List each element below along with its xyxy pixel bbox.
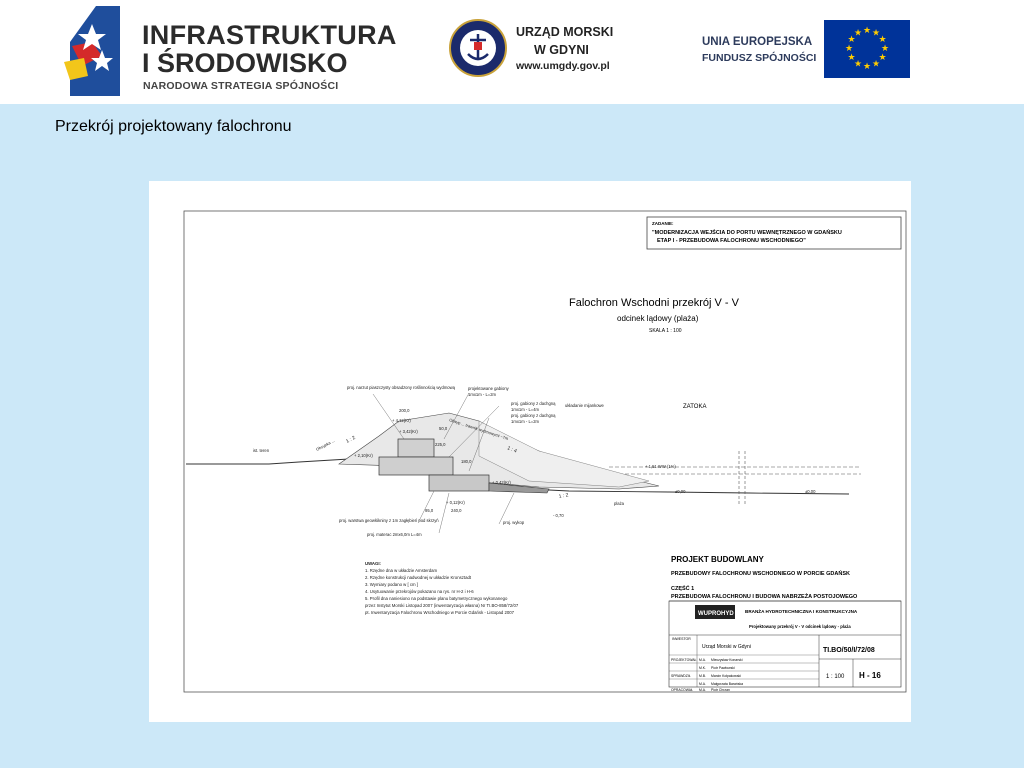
note-4: 4. Usytuowanie przekrojów pokazano na rys. nr H-2 i H-6 <box>365 589 474 594</box>
label-gab3: proj. gabiony z dachgną <box>511 413 556 418</box>
tb-title-2: M.K. <box>699 666 706 670</box>
svg-text:★: ★ <box>871 59 881 70</box>
label-dim6: 240,0 <box>451 508 462 513</box>
section-subtitle: odcinek lądowy (plaża) <box>617 314 699 323</box>
urzad-morski-emblem-icon <box>448 18 508 78</box>
logo-ue-line1: UNIA EUROPEJSKA <box>702 36 813 48</box>
note-5: 5. Profil dna naniesiono na podstawie planu batymetrycznego wykonanego <box>365 596 508 601</box>
tb-part-sub: PRZEBUDOWA FALOCHRONU I BUDOWA NABRZEŻA POSTOJOWEGO <box>671 594 858 600</box>
tb-name-2: Piotr Pawłowski <box>711 666 735 670</box>
label-elev6: - 0,70 <box>553 513 564 518</box>
note-3: 3. Wymiary podano w [ cm ] <box>365 582 418 587</box>
task-label: ZADANIE: <box>652 221 674 226</box>
tb-part: CZĘŚĆ 1 <box>671 586 695 592</box>
svg-text:★: ★ <box>871 28 881 39</box>
tb-role-1: PROJEKTOWAŁ <box>671 658 697 662</box>
title-block <box>669 555 901 692</box>
label-wykop: proj. wykop <box>503 520 525 525</box>
note-2: 2. Rzędne konstrukcji nadwodnej w układzie Kronsztadt <box>365 575 472 580</box>
logo-um-line2: W GDYNI <box>534 43 589 57</box>
tb-sheet: H - 16 <box>859 671 881 680</box>
svg-text:★: ★ <box>844 44 854 54</box>
logo-is-line3: NARODOWA STRATEGIA SPÓJNOŚCI <box>143 80 339 92</box>
svg-text:★: ★ <box>853 28 863 39</box>
tb-title-5: M.A. <box>699 688 706 692</box>
logo-infrastruktura-srodowisko <box>62 6 397 98</box>
tb-project-sub: PRZEBUDOWY FALOCHRONU WSCHODNIEGO W PORCIE GDAŃSK <box>671 571 850 577</box>
tb-title-4: M.A. <box>699 682 706 686</box>
label-mat: proj. narzut piaszczysty obsadzony roślinnością wydmową <box>347 385 455 390</box>
gabion-lower <box>429 475 489 491</box>
label-ist-teren: ist. teren <box>253 448 270 453</box>
label-elev7: ±0,00 <box>675 489 686 494</box>
tb-name-3: Marcin Kołpakowski <box>711 674 741 678</box>
label-geotex: proj. warstwa geowłókniny z 1m zagłębień pod skrzyń <box>339 518 439 523</box>
tb-scale: 1 : 100 <box>826 674 845 680</box>
logo-unia-europejska <box>700 20 912 80</box>
label-wwl: + 1,51 WW (1%) <box>645 464 676 469</box>
logo-is-line2: I ŚRODOWISKO <box>142 48 348 78</box>
label-obsyp1: Obsypka ... <box>315 437 336 452</box>
logo-is-line1: INFRASTRUKTURA <box>142 20 397 50</box>
logo-um-line1: URZĄD MORSKI <box>516 25 614 39</box>
label-slope2: 1 : 4 <box>506 445 518 455</box>
tb-name-5: Piotr Chrzan <box>711 688 730 692</box>
note-7: pt. Inwentaryzacja Falochronu Wschodniego w Porcie Gdańsk - Listopad 2007 <box>365 610 515 615</box>
tb-drawing-title: Projektowany przekrój V - V odcinek lądowy - plaża <box>749 624 851 629</box>
svg-text:★: ★ <box>853 59 863 70</box>
tb-role-5: OPRACOWAŁ <box>671 688 693 692</box>
svg-text:★: ★ <box>880 44 890 54</box>
label-gab3b: 1mx1m - L=2m <box>511 419 540 424</box>
section-title: Falochron Wschodni przekrój V - V <box>569 297 739 309</box>
task-line1: "MODERNIZACJA WEJŚCIA DO PORTU WEWNĘTRZNEGO W GDAŃSKU <box>652 230 842 236</box>
tb-investor: Urząd Morski w Gdyni <box>702 644 751 650</box>
tb-name-4: Małgorzata Barańska <box>711 682 744 686</box>
label-elev5: + 0,12(Kr) <box>446 500 465 505</box>
notes-title: UWAGI: <box>365 561 381 566</box>
tb-investor-label: INWESTOR <box>672 637 691 641</box>
label-elev2: + 3,42(Kr) <box>399 429 418 434</box>
tb-project: PROJEKT BUDOWLANY <box>671 555 764 564</box>
svg-text:★: ★ <box>847 35 856 45</box>
label-gab2b: 1mx1m - L=4m <box>511 407 540 412</box>
label-elev1: + 4,12(Kr) <box>392 418 411 423</box>
label-gab2: proj. gabiony z dachgną <box>511 401 556 406</box>
label-slope1: 1 : 2 <box>345 434 357 445</box>
gabion-middle <box>379 457 453 475</box>
label-slope3: 1 : 2 <box>558 492 569 500</box>
tb-title-1: M.A. <box>699 658 706 662</box>
tb-role-3: SPRAWDZIŁ <box>671 674 691 678</box>
tb-title-3: M.B. <box>699 674 706 678</box>
logo-ue-line2: FUNDUSZ SPÓJNOŚCI <box>702 52 817 64</box>
label-elev8: ±0,00 <box>805 489 816 494</box>
eu-flag-icon <box>824 20 910 78</box>
task-line2: ETAP I - PRZEBUDOWA FALOCHRONU WSCHODNIEGO" <box>657 238 806 244</box>
label-dim2: 50,0 <box>439 426 448 431</box>
tb-company: WUPROHYD <box>698 611 734 617</box>
page-title: Przekrój projektowany falochronu <box>55 118 292 135</box>
svg-text:★: ★ <box>862 62 872 72</box>
svg-text:★: ★ <box>878 53 887 63</box>
label-elev4: + 0,42(Kr) <box>492 480 511 485</box>
tb-name-1: Mieczysław Konarski <box>711 658 743 662</box>
technical-drawing-sheet <box>149 181 911 722</box>
gabion-upper <box>398 439 434 457</box>
logo-um-url: www.umgdy.gov.pl <box>516 60 610 72</box>
header-logo-band <box>0 0 1024 104</box>
note-1: 1. Rzędne dna w układzie Amsterdam <box>365 568 438 573</box>
label-elev3: + 2,10(Kr) <box>354 453 373 458</box>
label-dim1: 200,0 <box>399 408 410 413</box>
logo-urzad-morski <box>448 18 628 82</box>
tb-branch: BRANŻA HYDROTECHNICZNA I KONSTRUKCYJNA <box>745 609 858 614</box>
svg-text:★: ★ <box>847 53 856 63</box>
tb-number: TI.BO/50/I/72/08 <box>823 647 875 654</box>
label-dim3: 225,0 <box>435 442 446 447</box>
svg-text:★: ★ <box>878 35 887 45</box>
label-gab1: projektowane gabiony <box>468 386 509 391</box>
note-6: przez Instytut Morski Listopad 2007 (inwentaryzacja własna) Nr TI.BO-858/72/07 <box>365 603 519 608</box>
infrastruktura-star-icon <box>62 6 128 96</box>
drawing-frame <box>184 211 906 692</box>
svg-text:★: ★ <box>862 26 872 36</box>
label-obsyp2: Obsyp ... trawnik wydmowymi ~7m <box>448 417 509 442</box>
zatoka-label: ZATOKA <box>683 404 707 410</box>
section-scale: SKALA 1 : 100 <box>649 328 682 334</box>
label-materac: proj. materac 2mx6,0m L=4m <box>367 532 422 537</box>
label-gab1b: 1mx1m - L=2m <box>468 392 497 397</box>
label-dim4: 180,0 <box>461 459 472 464</box>
label-uklad: układanie mijankowe <box>565 403 604 408</box>
drawing-svg <box>149 181 911 722</box>
label-plaza: plaża <box>614 501 625 506</box>
label-dim5: 95,0 <box>425 508 434 513</box>
